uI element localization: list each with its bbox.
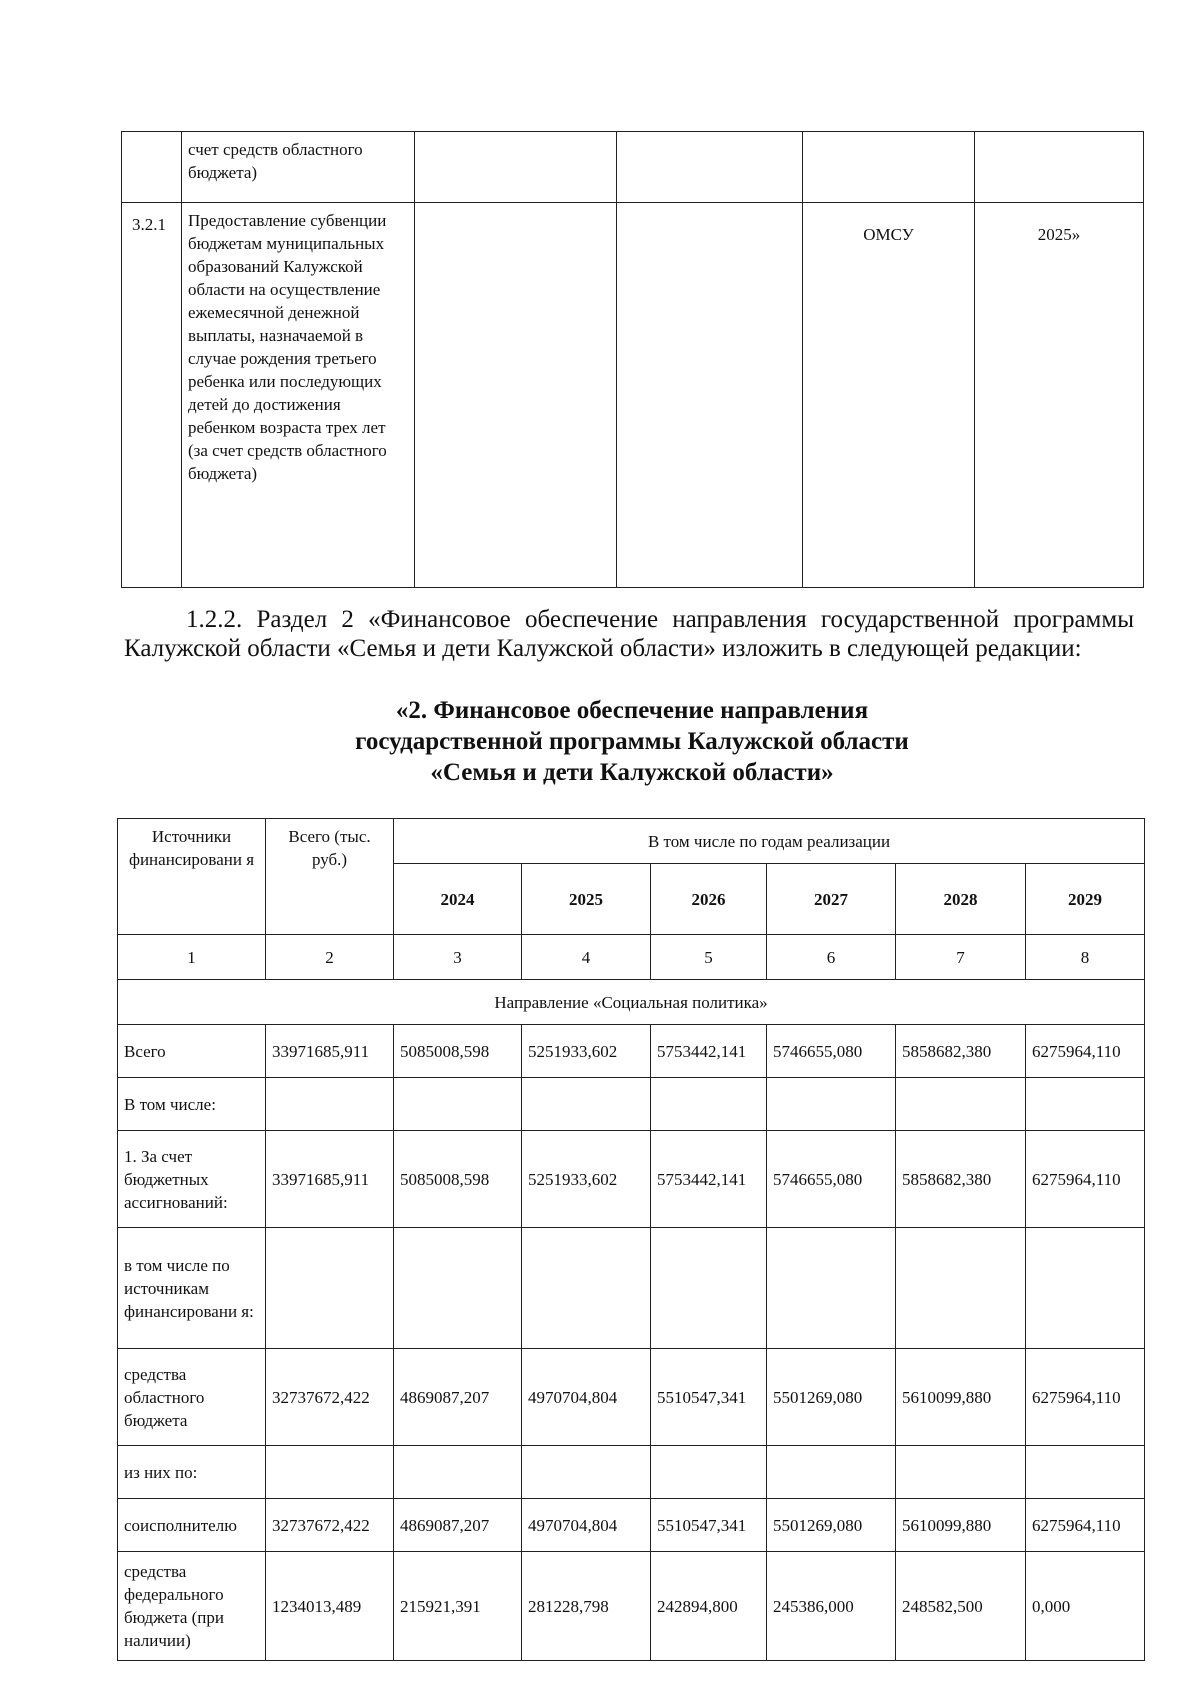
value-cell xyxy=(767,1228,896,1349)
value-cell: 5085008,598 xyxy=(394,1025,522,1078)
value-cell: 242894,800 xyxy=(651,1552,767,1661)
header-year: 2028 xyxy=(896,864,1026,935)
table-row xyxy=(118,1349,1145,1446)
value-cell: 5251933,602 xyxy=(522,1025,651,1078)
value-cell: 6275964,110 xyxy=(1026,1349,1145,1446)
cell xyxy=(803,132,975,203)
value-cell: 33971685,911 xyxy=(266,1025,394,1078)
value-cell xyxy=(896,1446,1026,1499)
table-row xyxy=(118,1131,1145,1228)
value-cell: 6275964,110 xyxy=(1026,1025,1145,1078)
row-number: 3.2.1 xyxy=(122,203,182,588)
table-row xyxy=(118,1025,1145,1078)
value-cell xyxy=(266,1228,394,1349)
cell xyxy=(415,203,617,588)
value-cell: 33971685,911 xyxy=(266,1131,394,1228)
row-label: соисполнителю xyxy=(118,1499,266,1552)
header-total: Всего (тыс. руб.) xyxy=(266,819,394,935)
heading-line-3: «Семья и дети Калужской области» xyxy=(430,759,834,786)
column-number: 2 xyxy=(266,935,394,980)
value-cell: 5858682,380 xyxy=(896,1131,1026,1228)
value-cell: 1234013,489 xyxy=(266,1552,394,1661)
row-number xyxy=(122,132,182,203)
finance-table xyxy=(117,818,1145,1661)
value-cell: 4869087,207 xyxy=(394,1499,522,1552)
row-label: в том числе по источникам финансировани я: xyxy=(118,1228,266,1349)
heading-line-2: государственной программы Калужской области xyxy=(355,728,909,755)
value-cell: 5858682,380 xyxy=(896,1025,1026,1078)
value-cell xyxy=(394,1078,522,1131)
header-row xyxy=(118,819,1145,864)
value-cell xyxy=(266,1078,394,1131)
value-cell xyxy=(651,1446,767,1499)
value-cell: 4970704,804 xyxy=(522,1499,651,1552)
value-cell: 5753442,141 xyxy=(651,1131,767,1228)
cell xyxy=(415,132,617,203)
value-cell: 6275964,110 xyxy=(1026,1499,1145,1552)
value-cell xyxy=(522,1228,651,1349)
value-cell: 4970704,804 xyxy=(522,1349,651,1446)
table-row xyxy=(118,1078,1145,1131)
value-cell: 5501269,080 xyxy=(767,1349,896,1446)
value-cell xyxy=(651,1228,767,1349)
value-cell xyxy=(896,1078,1026,1131)
finance-table-body xyxy=(118,1025,1145,1661)
row-label: из них по: xyxy=(118,1446,266,1499)
row-label: средства областного бюджета xyxy=(118,1349,266,1446)
table-row xyxy=(118,1552,1145,1661)
column-number: 8 xyxy=(1026,935,1145,980)
table-row xyxy=(122,132,1144,203)
value-cell xyxy=(394,1228,522,1349)
value-cell: 4869087,207 xyxy=(394,1349,522,1446)
column-number: 7 xyxy=(896,935,1026,980)
value-cell: 6275964,110 xyxy=(1026,1131,1145,1228)
row-label: средства федерального бюджета (при наличии) xyxy=(118,1552,266,1661)
header-year: 2027 xyxy=(767,864,896,935)
cell xyxy=(975,132,1144,203)
cell xyxy=(617,132,803,203)
amendment-paragraph xyxy=(124,605,1134,663)
value-cell: 0,000 xyxy=(1026,1552,1145,1661)
header-years-group: В том числе по годам реализации xyxy=(394,819,1145,864)
table-row xyxy=(122,203,1144,588)
header-source: Источники финансировани я xyxy=(118,819,266,935)
value-cell: 32737672,422 xyxy=(266,1349,394,1446)
value-cell: 5610099,880 xyxy=(896,1499,1026,1552)
value-cell: 248582,500 xyxy=(896,1552,1026,1661)
column-number: 5 xyxy=(651,935,767,980)
value-cell: 5746655,080 xyxy=(767,1025,896,1078)
column-number: 4 xyxy=(522,935,651,980)
activity-text: Предоставление субвенции бюджетам муниципальных образований Калужской области на осуществление ежемесячной денежной выплаты, назначаемой в случае рождения третьего ребенка или последующих детей до достижения ребенком возраста трех лет (за счет средств областного бюджета) xyxy=(182,203,415,588)
value-cell: 5746655,080 xyxy=(767,1131,896,1228)
column-numbers-row xyxy=(118,935,1145,980)
activity-text: счет средств областного бюджета) xyxy=(182,132,415,203)
column-number: 6 xyxy=(767,935,896,980)
value-cell: 5753442,141 xyxy=(651,1025,767,1078)
value-cell xyxy=(651,1078,767,1131)
header-year: 2024 xyxy=(394,864,522,935)
value-cell xyxy=(522,1446,651,1499)
section-heading xyxy=(121,695,1143,788)
header-year: 2026 xyxy=(651,864,767,935)
table-row xyxy=(118,1228,1145,1349)
value-cell xyxy=(767,1078,896,1131)
cell xyxy=(617,203,803,588)
value-cell: 5251933,602 xyxy=(522,1131,651,1228)
activities-table xyxy=(121,131,1144,588)
row-label: В том числе: xyxy=(118,1078,266,1131)
value-cell xyxy=(266,1446,394,1499)
value-cell xyxy=(896,1228,1026,1349)
value-cell: 5501269,080 xyxy=(767,1499,896,1552)
value-cell: 5085008,598 xyxy=(394,1131,522,1228)
table-row xyxy=(118,1499,1145,1552)
value-cell xyxy=(394,1446,522,1499)
value-cell: 245386,000 xyxy=(767,1552,896,1661)
column-number: 1 xyxy=(118,935,266,980)
value-cell: 215921,391 xyxy=(394,1552,522,1661)
value-cell: 281228,798 xyxy=(522,1552,651,1661)
value-cell xyxy=(1026,1228,1145,1349)
section-row xyxy=(118,980,1145,1025)
section-title: Направление «Социальная политика» xyxy=(118,980,1145,1025)
row-label: Всего xyxy=(118,1025,266,1078)
header-year: 2029 xyxy=(1026,864,1145,935)
value-cell: 32737672,422 xyxy=(266,1499,394,1552)
paragraph-text: 1.2.2. Раздел 2 «Финансовое обеспечение направления государственной программы Калужской области «Семья и дети Калужской области» изложить в следующей редакции: xyxy=(124,606,1134,662)
value-cell xyxy=(1026,1446,1145,1499)
column-number: 3 xyxy=(394,935,522,980)
value-cell xyxy=(1026,1078,1145,1131)
row-label: 1. За счет бюджетных ассигнований: xyxy=(118,1131,266,1228)
value-cell: 5510547,341 xyxy=(651,1349,767,1446)
table-row xyxy=(118,1446,1145,1499)
value-cell xyxy=(767,1446,896,1499)
heading-line-1: «2. Финансовое обеспечение направления xyxy=(395,697,869,724)
header-year: 2025 xyxy=(522,864,651,935)
value-cell: 5510547,341 xyxy=(651,1499,767,1552)
value-cell: 5610099,880 xyxy=(896,1349,1026,1446)
executor-cell: ОМСУ xyxy=(803,203,975,588)
value-cell xyxy=(522,1078,651,1131)
deadline-cell: 2025» xyxy=(975,203,1144,588)
